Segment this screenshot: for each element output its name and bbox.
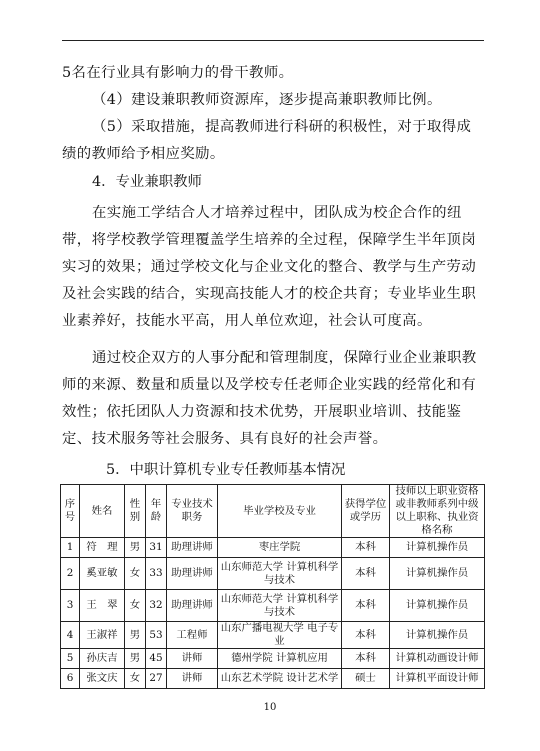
paragraph-item-5: （5）采取措施，提高教师进行科研的积极性，对于取得成绩的教师给予相应奖励。 (62, 119, 472, 162)
header-cell-gender: 性别 (125, 485, 146, 538)
table-header-row (61, 485, 485, 538)
cell-school: 山东艺术学院 设计艺术学 (218, 669, 342, 689)
cell-school: 德州学院 计算机应用 (218, 649, 342, 669)
table-row (61, 558, 485, 590)
page-number: 10 (263, 702, 277, 713)
cell-age: 31 (146, 538, 167, 558)
cell-index: 4 (61, 622, 80, 649)
table-row (61, 590, 485, 622)
cell-name: 奚亚敏 (80, 558, 125, 590)
cell-qualification: 计算机操作员 (390, 558, 485, 590)
cell-degree: 本科 (342, 558, 390, 590)
header-cell-degree: 获得学位或学历 (342, 485, 390, 538)
cell-index: 5 (61, 649, 80, 669)
cell-title: 讲师 (167, 649, 218, 669)
cell-title: 助理讲师 (167, 590, 218, 622)
cell-qualification: 计算机动画设计师 (390, 649, 485, 669)
paragraph-body-2: 通过校企双方的人事分配和管理制度，保障行业企业兼职教师的来源、数量和质量以及学校专任老师企业实践的经常化和有效性；依托团队人力资源和技术优势，开展职业培训、技能鉴定、技术服务等社会服务、具有良好的社会声誉。 (62, 350, 477, 447)
cell-gender: 女 (125, 590, 146, 622)
cell-age: 33 (146, 558, 167, 590)
cell-name: 王 翠 (80, 590, 125, 622)
cell-index: 2 (61, 558, 80, 590)
cell-index: 1 (61, 538, 80, 558)
cell-title: 助理讲师 (167, 538, 218, 558)
paragraph-body-1: 在实施工学结合人才培养过程中，团队成为校企合作的纽带，将学校教学管理覆盖学生培养的全过程，保障学生半年顶岗实习的效果；通过学校文化与企业文化的整合、教学与生产劳动及社会实践的结合，实现高技能人才的校企共育；专业毕业生职业素养好，技能水平高，用人单位欢迎，社会认可度高。 (62, 205, 477, 329)
cell-name: 张文庆 (80, 669, 125, 689)
section-heading-5: 5．中职计算机专业专任教师基本情况 (106, 462, 346, 478)
cell-school: 山东师范大学 计算机科学与技术 (218, 590, 342, 622)
header-cell-name: 姓名 (80, 485, 125, 538)
cell-age: 27 (146, 669, 167, 689)
teacher-table (60, 484, 485, 689)
table-row (61, 538, 485, 558)
cell-degree: 本科 (342, 649, 390, 669)
header-cell-age: 年龄 (146, 485, 167, 538)
table-row (61, 669, 485, 689)
cell-name: 符 理 (80, 538, 125, 558)
cell-degree: 本科 (342, 538, 390, 558)
cell-degree: 硕士 (342, 669, 390, 689)
cell-school: 枣庄学院 (218, 538, 342, 558)
header-cell-title: 专业技术职务 (167, 485, 218, 538)
cell-gender: 男 (125, 649, 146, 669)
cell-degree: 本科 (342, 590, 390, 622)
paragraph-continuation: 5名在行业具有影响力的骨干教师。 (62, 65, 294, 81)
header-cell-qualification: 技师以上职业资格或非教师系列中级以上职称、执业资格名称 (390, 485, 485, 538)
header-cell-school: 毕业学校及专业 (218, 485, 342, 538)
cell-school: 山东师范大学 计算机科学与技术 (218, 558, 342, 590)
cell-name: 孙庆吉 (80, 649, 125, 669)
table-row (61, 649, 485, 669)
cell-qualification: 计算机平面设计师 (390, 669, 485, 689)
paragraph-item-4: （4）建设兼职教师资源库，逐步提高兼职教师比例。 (92, 92, 442, 108)
cell-index: 6 (61, 669, 80, 689)
cell-title: 讲师 (167, 669, 218, 689)
cell-gender: 男 (125, 622, 146, 649)
cell-qualification: 计算机操作员 (390, 538, 485, 558)
section-heading-4: 4．专业兼职教师 (92, 174, 202, 190)
cell-title: 助理讲师 (167, 558, 218, 590)
cell-degree: 本科 (342, 622, 390, 649)
cell-gender: 女 (125, 669, 146, 689)
cell-gender: 女 (125, 558, 146, 590)
cell-qualification: 计算机操作员 (390, 622, 485, 649)
header-cell-index: 序号 (61, 485, 80, 538)
cell-name: 王淑祥 (80, 622, 125, 649)
cell-age: 32 (146, 590, 167, 622)
header-rule (62, 40, 484, 41)
table-row (61, 622, 485, 649)
cell-gender: 男 (125, 538, 146, 558)
cell-title: 工程师 (167, 622, 218, 649)
cell-age: 45 (146, 649, 167, 669)
cell-qualification: 计算机操作员 (390, 590, 485, 622)
cell-index: 3 (61, 590, 80, 622)
cell-school: 山东广播电视大学 电子专业 (218, 622, 342, 649)
cell-age: 53 (146, 622, 167, 649)
